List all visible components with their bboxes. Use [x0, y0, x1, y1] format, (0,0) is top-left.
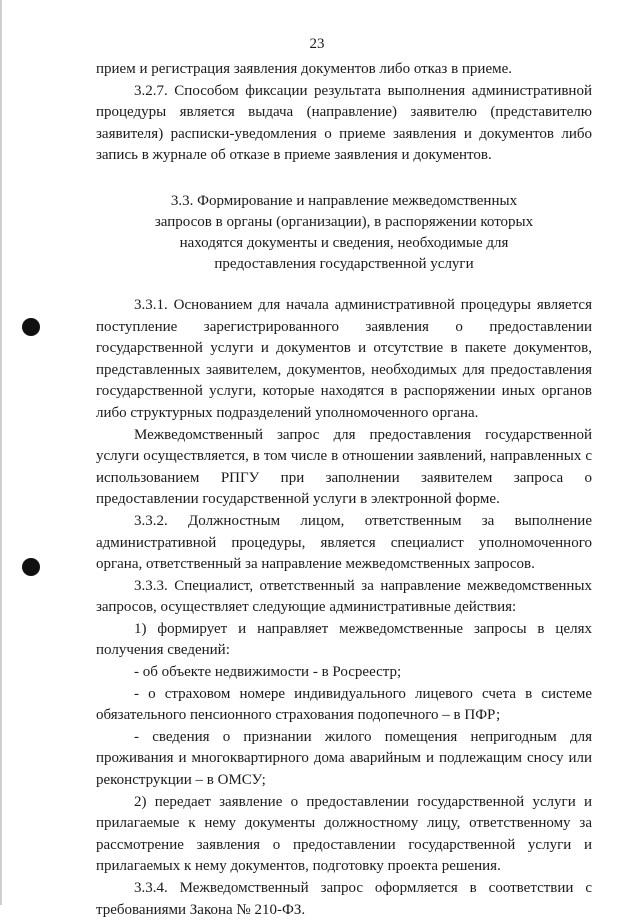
- paragraph-3-3-1: 3.3.1. Основанием для начала административной процедуры является поступление зарегистрированного заявления о предоставлении государственной услуги и документов и отсутствие в пакете документов, представленных заявителем, документов, необходимых для предоставления государственной услуги, которые находятся в распоряжении иных органов либо структурных подразделений уполномоченного органа.: [96, 296, 592, 421]
- list-item-1: 1) формирует и направляет межведомственные запросы в целях получения сведений:: [96, 620, 592, 659]
- document-body: [96, 59, 592, 921]
- list-subitem-rosreestr: - об объекте недвижимости - в Росреестр;: [134, 664, 402, 681]
- punch-hole-upper: [22, 318, 40, 336]
- page-number: 23: [309, 36, 325, 52]
- paragraph-3-2-7: 3.2.7. Способом фиксации результата выполнения административной процедуры является выдача (направление) заявителю (представителю заявителя) расписки-уведомления о приеме заявления и документов либо запись в журнале об отказе в приеме заявления и документов.: [96, 82, 592, 164]
- punch-hole-lower: [22, 558, 40, 576]
- paragraph-3-3-3: 3.3.3. Специалист, ответственный за направление межведомственных запросов, осуществляет следующие административные действия:: [96, 577, 592, 616]
- heading-line: предоставления государственной услуги: [214, 255, 474, 272]
- section-heading-3-3: [96, 191, 592, 275]
- paragraph-interagency-request: Межведомственный запрос для предоставления государственной услуги осуществляется, в том числе в отношении заявлений, направленных с использованием РПГУ при заполнении заявителем запроса о предоставлении государственной услуги в электронной форме.: [96, 426, 592, 508]
- list-subitem-pfr: - о страховом номере индивидуального лицевого счета в системе обязательного пенсионного страхования подопечного – в ПФР;: [96, 685, 592, 724]
- list-subitem-omsu: - сведения о признании жилого помещения непригодным для проживания и многоквартирного дома аварийным и подлежащим сносу или реконструкции – в ОМСУ;: [96, 728, 592, 789]
- heading-line: 3.3. Формирование и направление межведомственных: [170, 192, 518, 209]
- paragraph-3-3-2: 3.3.2. Должностным лицом, ответственным за выполнение административной процедуры, является специалист уполномоченного органа, ответственный за направление межведомственных запросов.: [96, 512, 592, 573]
- heading-line: находятся документы и сведения, необходимые для: [179, 234, 509, 251]
- list-item-2: 2) передает заявление о предоставлении государственной услуги и прилагаемые к нему документы должностному лицу, ответственному за рассмотрение заявления о предоставлении государственной услуги и прилагаемых к нему документов, подготовку проекта решения.: [96, 793, 592, 875]
- scan-edge: [0, 0, 2, 905]
- heading-line: запросов в органы (организации), в распоряжении которых: [154, 213, 534, 230]
- paragraph-continuation: прием и регистрация заявления документов либо отказ в приеме.: [96, 61, 513, 77]
- paragraph-3-3-4: 3.3.4. Межведомственный запрос оформляется в соответствии с требованиями Закона № 210-ФЗ.: [96, 880, 592, 918]
